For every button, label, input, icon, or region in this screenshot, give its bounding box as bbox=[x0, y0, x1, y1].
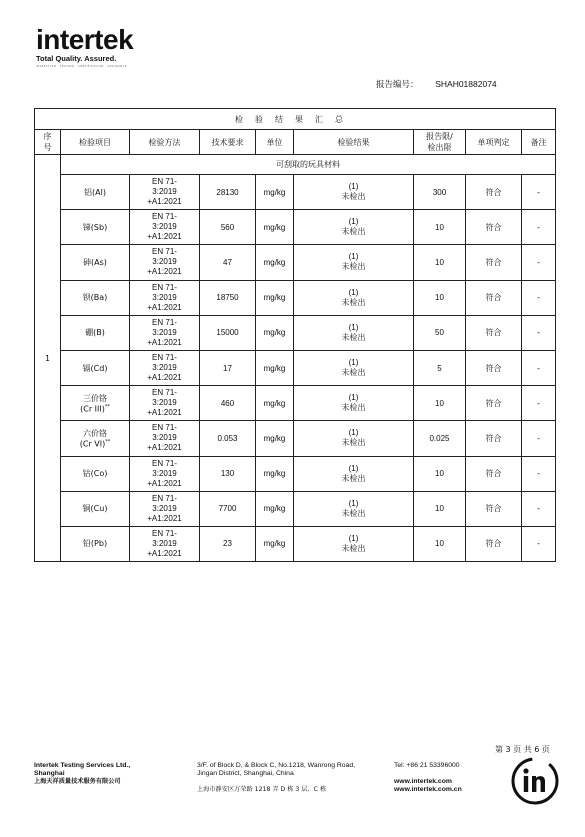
unit-cell: mg/kg bbox=[256, 386, 294, 421]
verdict-cell: 符合 bbox=[466, 175, 522, 210]
requirement-cell: 47 bbox=[200, 245, 256, 280]
col-remark-header: 备注 bbox=[522, 130, 556, 155]
item-cell: 六价铬 (Cr VI)** bbox=[61, 421, 130, 456]
seq-cell: 1 bbox=[35, 155, 61, 562]
table-row bbox=[35, 491, 556, 526]
item-cell: 砷(As) bbox=[61, 245, 130, 280]
limit-cell: 10 bbox=[414, 280, 466, 315]
remark-cell: - bbox=[522, 386, 556, 421]
item-cell: 三价铬 (Cr III)** bbox=[61, 386, 130, 421]
limit-cell: 5 bbox=[414, 350, 466, 385]
table-row bbox=[35, 175, 556, 210]
result-cell: (1) 未检出 bbox=[294, 386, 414, 421]
limit-cell: 10 bbox=[414, 491, 466, 526]
result-cell: (1) 未检出 bbox=[294, 491, 414, 526]
remark-cell: - bbox=[522, 421, 556, 456]
requirement-cell: 460 bbox=[200, 386, 256, 421]
method-cell: EN 71- 3:2019 +A1:2021 bbox=[130, 350, 200, 385]
limit-cell: 50 bbox=[414, 315, 466, 350]
unit-cell: mg/kg bbox=[256, 175, 294, 210]
unit-cell: mg/kg bbox=[256, 315, 294, 350]
verdict-cell: 符合 bbox=[466, 421, 522, 456]
remark-cell: - bbox=[522, 491, 556, 526]
footer-address: 3/F. of Block D, & Block C, No.1218, Wanrong Road, Jingan District, Shanghai, China 上海市静安区万荣路 1218 弄 D 栋 3 层、C 栋 bbox=[197, 762, 356, 793]
report-number-value: SHAH01882074 bbox=[435, 79, 497, 89]
item-cell: 铅(Pb) bbox=[61, 526, 130, 561]
limit-cell: 0.025 bbox=[414, 421, 466, 456]
unit-cell: mg/kg bbox=[256, 456, 294, 491]
table-row bbox=[35, 386, 556, 421]
requirement-cell: 130 bbox=[200, 456, 256, 491]
remark-cell: - bbox=[522, 280, 556, 315]
verdict-cell: 符合 bbox=[466, 280, 522, 315]
footer-contact: Tel: +86 21 53396000 www.intertek.com www.intertek.com.cn bbox=[394, 762, 462, 793]
intertek-logo bbox=[36, 26, 186, 68]
unit-cell: mg/kg bbox=[256, 526, 294, 561]
report-number-label: 报告编号： bbox=[376, 80, 419, 90]
remark-cell: - bbox=[522, 175, 556, 210]
col-limit-header: 报告限/ 检出限 bbox=[414, 130, 466, 155]
item-cell: 铜(Cu) bbox=[61, 491, 130, 526]
col-item-header: 检验项目 bbox=[61, 130, 130, 155]
col-unit-header: 单位 bbox=[256, 130, 294, 155]
limit-cell: 10 bbox=[414, 386, 466, 421]
result-cell: (1) 未检出 bbox=[294, 210, 414, 245]
limit-cell: 300 bbox=[414, 175, 466, 210]
page-number: 第 3 页 共 6 页 bbox=[495, 745, 550, 754]
verdict-cell: 符合 bbox=[466, 526, 522, 561]
table-row bbox=[35, 456, 556, 491]
limit-cell: 10 bbox=[414, 210, 466, 245]
limit-cell: 10 bbox=[414, 245, 466, 280]
results-summary-table bbox=[34, 108, 556, 562]
unit-cell: mg/kg bbox=[256, 421, 294, 456]
verdict-cell: 符合 bbox=[466, 491, 522, 526]
requirement-cell: 23 bbox=[200, 526, 256, 561]
item-cell: 锑(Sb) bbox=[61, 210, 130, 245]
unit-cell: mg/kg bbox=[256, 245, 294, 280]
requirement-cell: 560 bbox=[200, 210, 256, 245]
logo-tagline: Total Quality. Assured. bbox=[36, 54, 117, 63]
result-cell: (1) 未检出 bbox=[294, 280, 414, 315]
table-caption: 检验结果汇总 bbox=[35, 109, 556, 130]
remark-cell: - bbox=[522, 456, 556, 491]
method-cell: EN 71- 3:2019 +A1:2021 bbox=[130, 491, 200, 526]
remark-cell: - bbox=[522, 210, 556, 245]
verdict-cell: 符合 bbox=[466, 210, 522, 245]
table-row bbox=[35, 210, 556, 245]
item-cell: 硼(B) bbox=[61, 315, 130, 350]
verdict-cell: 符合 bbox=[466, 386, 522, 421]
table-row bbox=[35, 526, 556, 561]
limit-cell: 10 bbox=[414, 526, 466, 561]
table-row bbox=[35, 350, 556, 385]
limit-cell: 10 bbox=[414, 456, 466, 491]
unit-cell: mg/kg bbox=[256, 210, 294, 245]
remark-cell: - bbox=[522, 526, 556, 561]
result-cell: (1) 未检出 bbox=[294, 350, 414, 385]
item-cell: 镉(Cd) bbox=[61, 350, 130, 385]
col-method-header: 检验方法 bbox=[130, 130, 200, 155]
result-cell: (1) 未检出 bbox=[294, 245, 414, 280]
result-cell: (1) 未检出 bbox=[294, 456, 414, 491]
requirement-cell: 28130 bbox=[200, 175, 256, 210]
material-subheader: 可刮取的玩具材料 bbox=[61, 155, 556, 175]
result-cell: (1) 未检出 bbox=[294, 526, 414, 561]
result-cell: (1) 未检出 bbox=[294, 315, 414, 350]
item-cell: 钡(Ba) bbox=[61, 280, 130, 315]
unit-cell: mg/kg bbox=[256, 491, 294, 526]
unit-cell: mg/kg bbox=[256, 280, 294, 315]
col-verdict-header: 单项判定 bbox=[466, 130, 522, 155]
table-row bbox=[35, 245, 556, 280]
requirement-cell: 0.053 bbox=[200, 421, 256, 456]
method-cell: EN 71- 3:2019 +A1:2021 bbox=[130, 210, 200, 245]
logo-small-print: INSPECTION · TESTING · CERTIFICATION · ASSURANCE bbox=[36, 65, 127, 68]
table-header-row bbox=[35, 130, 556, 155]
remark-cell: - bbox=[522, 315, 556, 350]
verdict-cell: 符合 bbox=[466, 350, 522, 385]
verdict-cell: 符合 bbox=[466, 456, 522, 491]
method-cell: EN 71- 3:2019 +A1:2021 bbox=[130, 456, 200, 491]
item-cell: 铝(Al) bbox=[61, 175, 130, 210]
logo-wordmark: intertek bbox=[36, 24, 134, 55]
item-cell: 钴(Co) bbox=[61, 456, 130, 491]
method-cell: EN 71- 3:2019 +A1:2021 bbox=[130, 526, 200, 561]
method-cell: EN 71- 3:2019 +A1:2021 bbox=[130, 386, 200, 421]
table-row bbox=[35, 280, 556, 315]
unit-cell: mg/kg bbox=[256, 350, 294, 385]
method-cell: EN 71- 3:2019 +A1:2021 bbox=[130, 280, 200, 315]
table-row bbox=[35, 421, 556, 456]
method-cell: EN 71- 3:2019 +A1:2021 bbox=[130, 421, 200, 456]
col-result-header: 检验结果 bbox=[294, 130, 414, 155]
method-cell: EN 71- 3:2019 +A1:2021 bbox=[130, 245, 200, 280]
method-cell: EN 71- 3:2019 +A1:2021 bbox=[130, 175, 200, 210]
requirement-cell: 15000 bbox=[200, 315, 256, 350]
report-number bbox=[376, 78, 497, 90]
requirement-cell: 18750 bbox=[200, 280, 256, 315]
remark-cell: - bbox=[522, 245, 556, 280]
remark-cell: - bbox=[522, 350, 556, 385]
result-cell: (1) 未检出 bbox=[294, 421, 414, 456]
footer-company: Intertek Testing Services Ltd., Shanghai 上海天祥质量技术服务有限公司 bbox=[34, 762, 131, 785]
intertek-in-logo bbox=[510, 756, 560, 806]
result-cell: (1) 未检出 bbox=[294, 175, 414, 210]
col-seq-header: 序 号 bbox=[35, 130, 61, 155]
method-cell: EN 71- 3:2019 +A1:2021 bbox=[130, 315, 200, 350]
verdict-cell: 符合 bbox=[466, 245, 522, 280]
table-row bbox=[35, 315, 556, 350]
col-requirement-header: 技术要求 bbox=[200, 130, 256, 155]
requirement-cell: 17 bbox=[200, 350, 256, 385]
requirement-cell: 7700 bbox=[200, 491, 256, 526]
verdict-cell: 符合 bbox=[466, 315, 522, 350]
